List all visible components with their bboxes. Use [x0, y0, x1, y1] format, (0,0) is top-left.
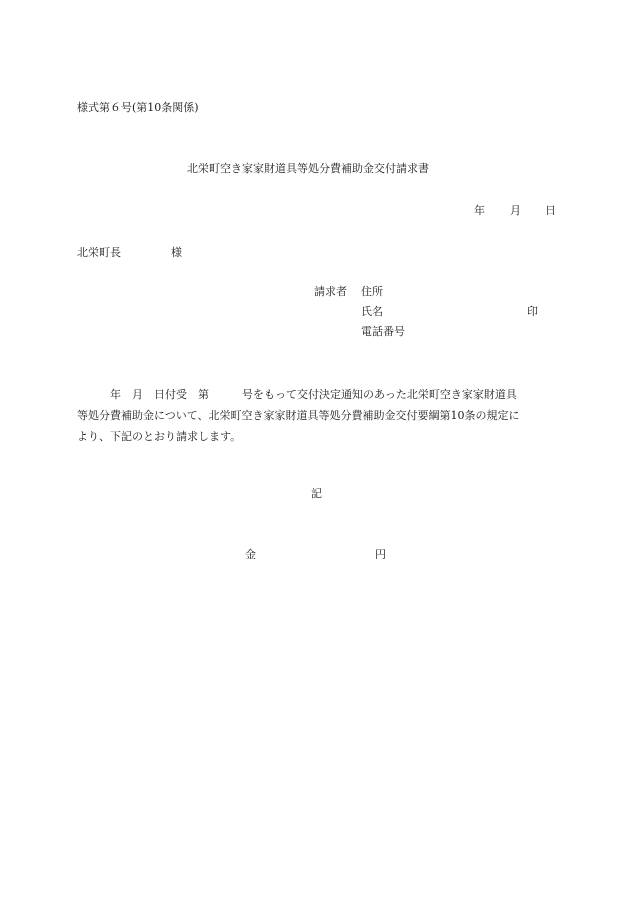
date-day-label: 日 — [545, 204, 556, 217]
name-label: 氏名 — [361, 305, 383, 318]
body-line: より、下記のとおり請求します。 — [77, 430, 242, 443]
date-year-label: 年 — [474, 204, 485, 217]
amount-prefix: 金 — [245, 548, 256, 561]
body-line: 年 月 日付受 第 号をもって交付決定通知のあった北栄町空き家家財道具 — [77, 388, 517, 401]
date-month-label: 月 — [510, 204, 521, 217]
note-heading: 記 — [311, 487, 322, 500]
addressee-name: 北栄町長 — [77, 246, 121, 259]
form-number: 様式第６号(第10条関係) — [77, 101, 199, 114]
body-paragraph — [77, 384, 557, 447]
claimant-label: 請求者 — [314, 285, 347, 298]
document-title: 北栄町空き家家財道具等処分費補助金交付請求書 — [187, 162, 429, 175]
amount-unit: 円 — [375, 548, 386, 561]
address-label: 住所 — [361, 285, 383, 298]
phone-label: 電話番号 — [361, 325, 405, 338]
addressee-honorific: 様 — [171, 246, 182, 259]
seal-label: 印 — [527, 305, 538, 318]
body-line: 等処分費補助金について、北栄町空き家家財道具等処分費補助金交付要綱第10条の規定に — [77, 409, 520, 422]
